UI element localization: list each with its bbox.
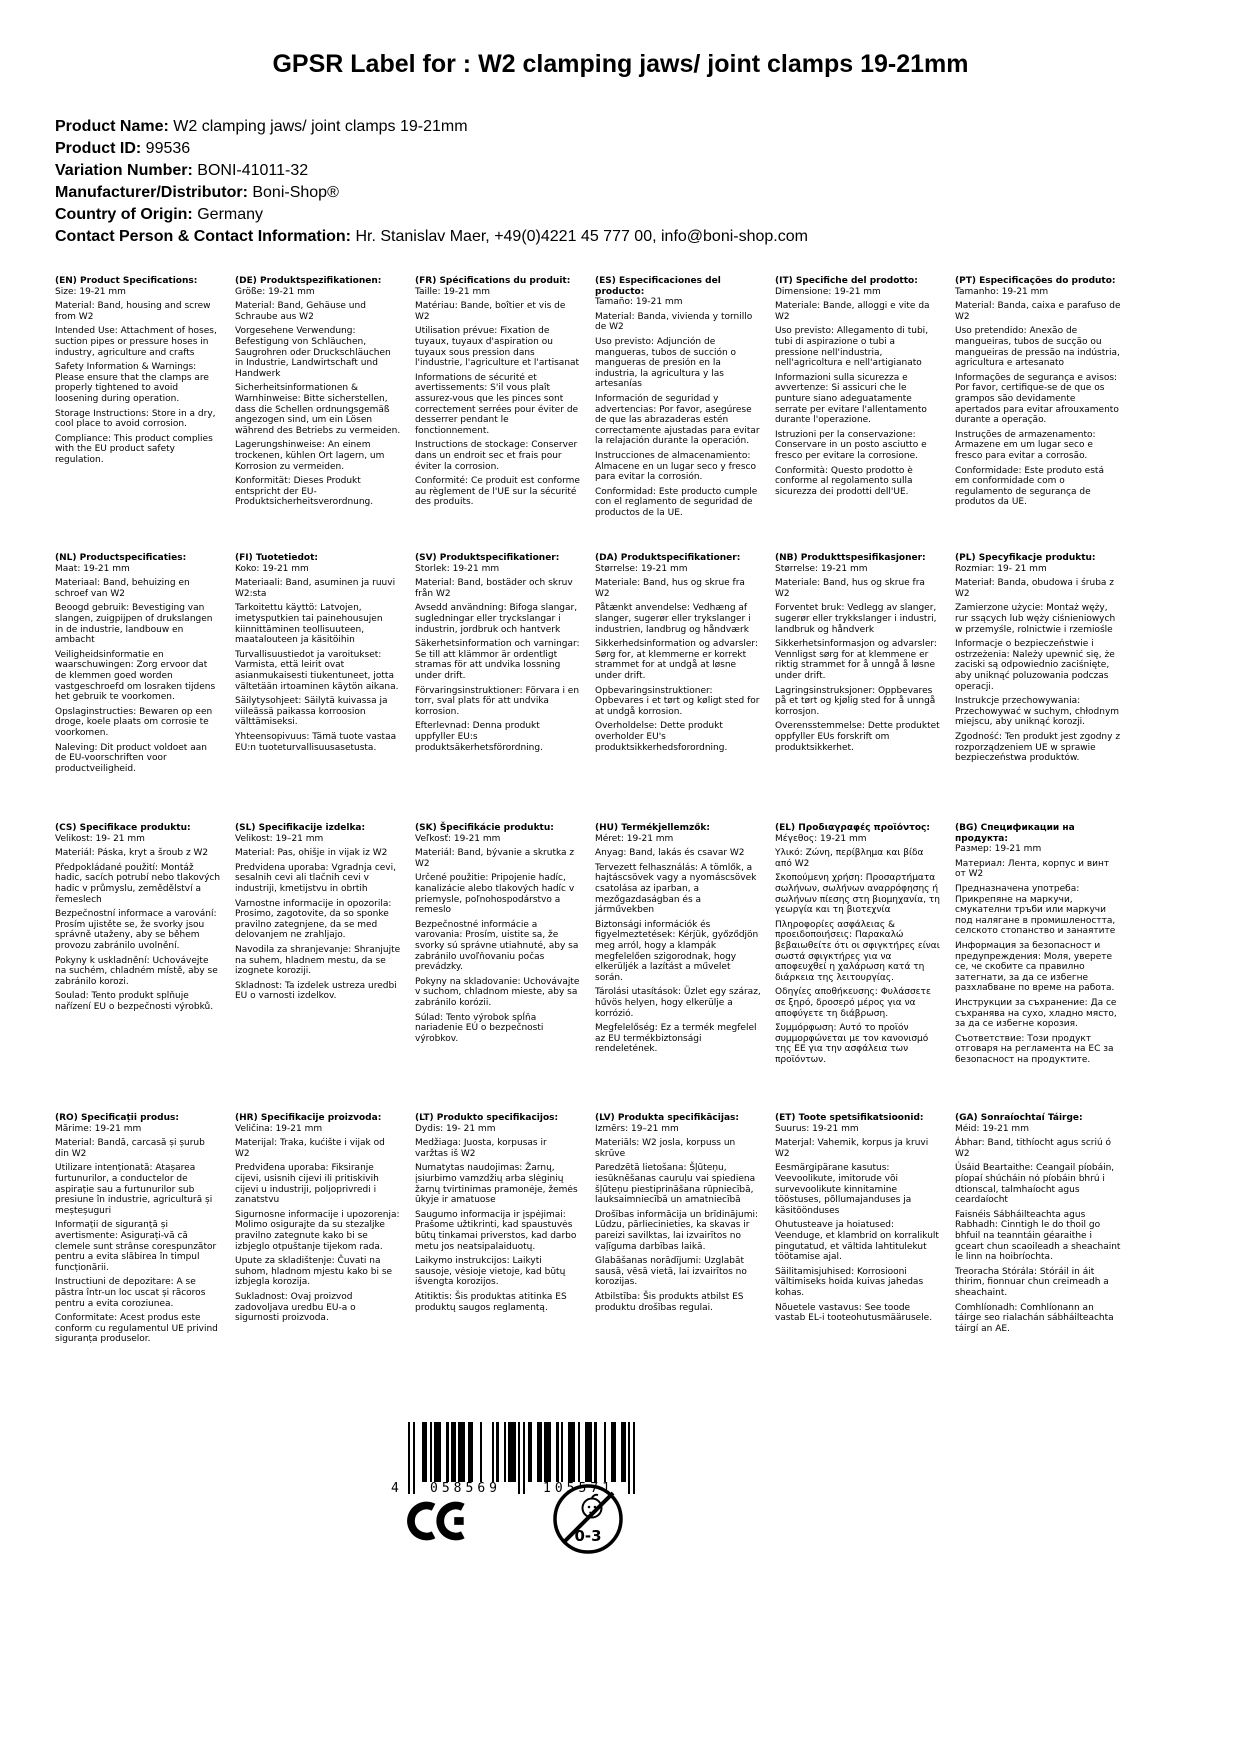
spec-paragraph: Megfelelőség: Ez a termék megfelel az EU termékbiztonsági rendeletének. <box>595 1023 757 1055</box>
spec-paragraph: Förvaringsinstruktioner: Förvara i en torr, sval plats för att undvika korrosion. <box>415 685 580 717</box>
spec-paragraph: Uso previsto: Adjunción de mangueras, tubos de succión o mangueras de presión en la industria, la agricultura y las artesanías <box>595 336 737 390</box>
spec-paragraph: Size: 19-21 mm <box>55 286 126 297</box>
spec-block <box>55 276 221 553</box>
spec-paragraph: Materiaali: Band, asuminen ja ruuvi W2:sta <box>235 578 396 599</box>
spec-paragraph: Maat: 19-21 mm <box>55 563 130 574</box>
spec-heading: (DE) Produktspezifikationen: <box>235 276 382 286</box>
spec-paragraph: Dimensione: 19-21 mm <box>775 286 881 297</box>
spec-paragraph: Material: Band, Gehäuse und Schraube aus W2 <box>235 301 366 322</box>
spec-paragraph: Ohutusteave ja hoiatused: Veenduge, et klambrid on korralikult pingutatud, et vältida lahtitulekut töötamise ajal. <box>775 1220 939 1263</box>
spec-paragraph: Instruções de armazenamento: Armazene em um lugar seco e fresco para evitar a corrosão. <box>955 429 1096 461</box>
spec-paragraph: Материал: Лента, корпус и винт от W2 <box>955 858 1110 880</box>
product-info <box>55 116 808 248</box>
spec-block <box>55 823 221 1113</box>
spec-heading: (SK) Špecifikácie produktu: <box>415 823 554 833</box>
spec-paragraph: Velikost: 19- 21 mm <box>55 833 145 844</box>
spec-block <box>775 276 941 553</box>
spec-heading: (NB) Produkttspesifikasjoner: <box>775 553 926 563</box>
spec-paragraph: Información de seguridad y advertencias: Por favor, asegúrese de que las abrazaderas estén correctamente ajustadas para evitar la relajación durante la operación. <box>595 393 760 447</box>
spec-block <box>235 276 401 553</box>
spec-paragraph: Materiāls: W2 josla, korpuss un skrūve <box>595 1138 736 1159</box>
spec-paragraph: Съответствие: Този продукт отговаря на регламента на ЕС за безопасност на продуктите. <box>955 1033 1114 1065</box>
spec-paragraph: Úsáid Beartaithe: Ceangail píobáin, píopaí shúcháin nó píobáin bhrú i dtionscal, talmhaíocht agus ceardaíocht <box>955 1163 1115 1206</box>
spec-paragraph: Taille: 19-21 mm <box>415 286 491 297</box>
spec-heading: (LV) Produkta specifikācijas: <box>595 1113 739 1123</box>
barcode-digit-lead: 4 <box>391 1481 399 1496</box>
spec-paragraph: Konformität: Dieses Produkt entspricht der EU-Produktsicherheitsverordnung. <box>235 476 374 508</box>
spec-paragraph: Utilizare intenționată: Atașarea furtunurilor, a conductelor de aspirație sau a furtunurilor sub presiune în industrie, agricultură și meșteșuguri <box>55 1163 213 1216</box>
spec-block <box>415 553 581 823</box>
spec-heading: (FI) Tuotetiedot: <box>235 553 319 563</box>
spec-block <box>955 276 1121 553</box>
spec-heading: (FR) Spécifications du produit: <box>415 276 571 286</box>
spec-paragraph: Mărime: 19-21 mm <box>55 1123 142 1134</box>
spec-paragraph: Utilisation prévue: Fixation de tuyaux, tuyaux d'aspiration ou tuyaux sous pression dans l'industrie, l'agriculture et l'artisanat <box>415 326 580 369</box>
spec-paragraph: Materiaal: Band, behuizing en schroef van W2 <box>55 578 190 599</box>
spec-paragraph: Material: Pas, ohišje in vijak iz W2 <box>235 848 388 859</box>
spec-paragraph: Material: Banda, caixa e parafuso de W2 <box>955 301 1121 322</box>
spec-paragraph: Avsedd användning: Bifoga slangar, sugledningar eller tryckslangar i industrin, jordbruk och hantverk <box>415 603 578 635</box>
spec-paragraph: Drošības informācija un brīdinājumi: Lūdzu, pārliecinieties, ka skavas ir pareizi savilktas, lai izvairītos no vaļīguma darbības laikā. <box>595 1209 759 1252</box>
spec-grid <box>55 276 1121 1393</box>
spec-heading: (IT) Specifiche del prodotto: <box>775 276 918 286</box>
spec-paragraph: Uso pretendido: Anexão de mangueiras, tubos de sucção ou mangueiras de pressão na indústria, agricultura e artesanato <box>955 326 1120 369</box>
spec-paragraph: Skladnost: Ta izdelek ustreza uredbi EU o varnosti izdelkov. <box>235 980 397 1002</box>
spec-paragraph: Naleving: Dit product voldoet aan de EU-voorschriften voor productveiligheid. <box>55 742 207 774</box>
info-row <box>55 182 808 204</box>
spec-paragraph: Sikkerhetsinformasjon og advarsler: Vennligst sørg for at klemmene er riktig strammet for å unngå å løsne under drift. <box>775 639 937 681</box>
spec-paragraph: Größe: 19-21 mm <box>235 286 315 297</box>
spec-paragraph: Størrelse: 19-21 mm <box>595 563 688 574</box>
spec-paragraph: Sukladnost: Ovaj proizvod zadovoljava uredbu EU-a o sigurnosti proizvoda. <box>235 1291 356 1324</box>
spec-block <box>955 823 1121 1113</box>
spec-paragraph: Υλικό: Ζώνη, περίβλημα και βίδα από W2 <box>775 848 924 869</box>
spec-paragraph: Laikymo instrukcijos: Laikyti sausoje, vėsioje vietoje, kad būtų išvengta korozijos. <box>415 1256 566 1288</box>
spec-paragraph: Overholdelse: Dette produkt overholder EU's produktsikkerhedsforordning. <box>595 721 728 753</box>
spec-paragraph: Säilitamisjuhised: Korrosiooni vältimiseks hoida kuivas jahedas kohas. <box>775 1266 924 1298</box>
spec-paragraph: Conformità: Questo prodotto è conforme al regolamento sulla sicurezza dei prodotti dell'UE. <box>775 465 913 497</box>
spec-paragraph: Bezpečnostné informácie a varovania: Prosím, uistite sa, že svorky sú správne utiahnuté, aby sa zabránilo uvoľňovaniu počas prevádzky. <box>415 919 579 973</box>
spec-paragraph: Conformité: Ce produit est conforme au règlement de l'UE sur la sécurité des produits. <box>415 476 580 508</box>
info-label: Contact Person & Contact Information: <box>55 228 352 245</box>
spec-heading: (HU) Termékjellemzők: <box>595 823 711 833</box>
spec-paragraph: Safety Information & Warnings: Please ensure that the clamps are properly tightened to avoid loosening during operation. <box>55 362 209 404</box>
info-label: Product ID: <box>55 140 142 157</box>
spec-paragraph: Treoracha Stórála: Stóráil in áit thirim, fionnuar chun creimeadh a sheachaint. <box>955 1266 1109 1298</box>
spec-paragraph: Material: Bandă, carcasă și șurub din W2 <box>55 1138 205 1159</box>
spec-heading: (ET) Toote spetsifikatsioonid: <box>775 1113 924 1123</box>
spec-paragraph: Lagerungshinweise: An einem trockenen, kühlen Ort lagern, um Korrosion zu vermeiden. <box>235 440 385 472</box>
spec-block <box>55 553 221 823</box>
spec-block <box>235 1113 401 1393</box>
spec-paragraph: Compliance: This product complies with the EU product safety regulation. <box>55 433 213 465</box>
spec-paragraph: Intended Use: Attachment of hoses, suction pipes or pressure hoses in industry, agriculture and crafts <box>55 326 217 358</box>
spec-block <box>955 553 1121 823</box>
spec-block <box>595 553 761 823</box>
spec-paragraph: Informazioni sulla sicurezza e avvertenze: Si assicuri che le punture siano adeguatamente serrate per evitare l'allentamento durante l'operazione. <box>775 372 927 426</box>
spec-paragraph: Numatytas naudojimas: Žarnų, įsiurbimo vamzdžių arba slėginių žarnų tvirtinimas pramonėje, žemės ūkyje ir amatuose <box>415 1163 578 1206</box>
spec-paragraph: Instrukcje przechowywania: Przechowywać w suchym, chłodnym miejscu, aby uniknąć korozji. <box>955 696 1120 728</box>
barcode-digit-group-1: 058569 <box>430 1481 501 1496</box>
spec-block <box>955 1113 1121 1393</box>
spec-paragraph: Méid: 19-21 mm <box>955 1123 1029 1134</box>
spec-paragraph: Tárolási utasítások: Üzlet egy száraz, hűvös helyen, hogy elkerülje a korrózió. <box>595 987 761 1019</box>
spec-paragraph: Materiale: Bande, alloggi e vite da W2 <box>775 301 930 322</box>
spec-block <box>235 823 401 1113</box>
spec-block <box>415 823 581 1113</box>
spec-paragraph: Informações de segurança e avisos: Por favor, certifique-se de que os grampos são devidamente apertados para evitar afrouxamento durante a operação. <box>955 372 1119 426</box>
spec-paragraph: Upute za skladištenje: Čuvati na suhom, hladnom mjestu kako bi se izbjegla korozija. <box>235 1256 393 1288</box>
info-value: Germany <box>197 206 264 223</box>
spec-paragraph: Overensstemmelse: Dette produktet oppfyller EUs forskrift om produktsikkerhet. <box>775 721 940 753</box>
spec-paragraph: Předpokládané použití: Montáž hadic, sacích potrubí nebo tlakových hadic v průmyslu, zemědělství a řemeslech <box>55 862 221 905</box>
spec-block <box>775 1113 941 1393</box>
spec-paragraph: Säilytysohjeet: Säilytä kuivassa ja viileässä paikassa korroosion välttämiseksi. <box>235 696 388 728</box>
spec-paragraph: Storage Instructions: Store in a dry, cool place to avoid corrosion. <box>55 408 216 430</box>
ce-mark-icon <box>406 1498 468 1544</box>
info-row <box>55 160 808 182</box>
spec-paragraph: Nõuetele vastavus: See toode vastab EL-i tooteohutusmäärusele. <box>775 1302 933 1324</box>
spec-block <box>595 276 761 553</box>
spec-paragraph: Rozmiar: 19- 21 mm <box>955 563 1047 574</box>
spec-paragraph: Anyag: Band, lakás és csavar W2 <box>595 848 745 859</box>
spec-paragraph: Инструкции за съхранение: Да се съхранява на сухо, хладно място, за да се избегне корозия. <box>955 997 1117 1030</box>
spec-paragraph: Materiale: Band, hus og skrue fra W2 <box>595 578 745 599</box>
spec-heading: (SV) Produktspecifikationer: <box>415 553 560 563</box>
spec-paragraph: Veiligheidsinformatie en waarschuwingen: Zorg ervoor dat de klemmen goed worden vastgeschroefd om losraken tijdens het gebruik te voorkomen. <box>55 649 216 703</box>
spec-paragraph: Tarkoitettu käyttö: Latvojen, imetysputkien tai painehousujen kiinnittäminen teollisuuteen, maatalouteen ja käsitöihin <box>235 603 383 646</box>
spec-paragraph: Predviđena uporaba: Fiksiranje cijevi, usisnih cijevi ili pritiskivih cijevi u industriji, poljoprivredi i zanatstvu <box>235 1163 379 1206</box>
spec-paragraph: Veličina: 19-21 mm <box>235 1123 323 1134</box>
spec-paragraph: Μέγεθος: 19-21 mm <box>775 833 867 844</box>
spec-paragraph: Efterlevnad: Denna produkt uppfyller EU:s produktsäkerhetsförordning. <box>415 721 543 753</box>
spec-paragraph: Σκοπούμενη χρήση: Προσαρτήματα σωλήνων, σωλήνων αναρρόφησης ή σωλήνων πίεσης στη βιομηχανία, τη γεωργία και τη βιοτεχνία <box>775 873 940 916</box>
spec-heading: (CS) Specifikace produktu: <box>55 823 191 833</box>
spec-block <box>55 1113 221 1393</box>
age-warning-icon <box>551 1481 625 1557</box>
spec-block <box>235 553 401 823</box>
spec-paragraph: Beoogd gebruik: Bevestiging van slangen, zuigpijpen of drukslangen in de industrie, landbouw en ambacht <box>55 603 213 646</box>
spec-heading: (GA) Sonraíochtaí Táirge: <box>955 1113 1083 1123</box>
spec-block <box>775 823 941 1113</box>
spec-paragraph: Medžiaga: Juosta, korpusas ir varžtas iš W2 <box>415 1138 547 1159</box>
spec-paragraph: Påtænkt anvendelse: Vedhæng af slanger, sugerør eller trykslanger i industrien, landbrug og håndværk <box>595 603 751 635</box>
spec-paragraph: Tervezett felhasználás: A tömlők, a hajtáscsövek vagy a nyomáscsövek csatolása az iparban, a mezőgazdaságban és a járművekben <box>595 862 757 916</box>
spec-paragraph: Tamanho: 19-21 mm <box>955 286 1049 297</box>
spec-paragraph: Sigurnosne informacije i upozorenja: Molimo osigurajte da su stezaljke pravilno zategnute kako bi se izbjeglo otpuštanje tijekom rada. <box>235 1209 400 1252</box>
age-warning-label: 0-3 <box>574 1527 602 1545</box>
spec-block <box>775 553 941 823</box>
spec-heading: (PT) Especificações do produto: <box>955 276 1116 286</box>
spec-paragraph: Dydis: 19- 21 mm <box>415 1123 496 1134</box>
spec-paragraph: Pokyny k uskladnění: Uchovávejte na suchém, chladném místě, aby se zabránilo korozi. <box>55 955 218 987</box>
spec-paragraph: Matériau: Bande, boîtier et vis de W2 <box>415 301 566 322</box>
spec-paragraph: Opbevaringsinstruktioner: Opbevares i et tørt og køligt sted for at undgå korrosion. <box>595 685 760 717</box>
spec-paragraph: Paredzētā lietošana: Šļūteņu, iesūknēšanas cauruļu vai spiediena šļūteņu piestiprināšana rūpniecībā, lauksaimniecībā un amatniecībā <box>595 1163 756 1206</box>
page-title: GPSR Label for : W2 clamping jaws/ joint clamps 19-21mm <box>272 50 969 78</box>
spec-paragraph: Säkerhetsinformation och varningar: Se till att klämmor är ordentligt stramas för att undvika lossning under drift. <box>415 639 580 681</box>
info-label: Variation Number: <box>55 162 193 179</box>
spec-paragraph: Размер: 19-21 mm <box>955 844 1042 855</box>
spec-paragraph: Pokyny na skladovanie: Uchovávajte v suchom, chladnom mieste, aby sa zabránilo korózii. <box>415 976 580 1008</box>
spec-paragraph: Material: Band, housing and screw from W2 <box>55 301 211 322</box>
spec-paragraph: Predvidena uporaba: Vgradnja cevi, sesalnih cevi ali tlačnih cevi v industriji, kmetijstvu in obrtih <box>235 862 396 894</box>
spec-paragraph: Zamierzone użycie: Montaż węży, rur ssących lub węży ciśnieniowych w przemyśle, rolnictwie i rzemiośle <box>955 603 1116 635</box>
spec-paragraph: Navodila za shranjevanje: Shranjujte na suhem, hladnem mestu, da se izognete koroziji. <box>235 944 401 977</box>
spec-paragraph: Ábhar: Band, tithíocht agus scriú ó W2 <box>955 1138 1112 1159</box>
spec-paragraph: Koko: 19-21 mm <box>235 563 309 574</box>
spec-paragraph: Storlek: 19-21 mm <box>415 563 500 574</box>
spec-paragraph: Materjal: Vahemik, korpus ja kruvi W2 <box>775 1138 929 1159</box>
spec-paragraph: Atbilstība: Šis produkts atbilst ES produktu drošības regulai. <box>595 1291 744 1313</box>
spec-heading: (RO) Specificații produs: <box>55 1113 179 1123</box>
spec-paragraph: Súlad: Tento výrobok spĺňa nariadenie EÚ o bezpečnosti výrobkov. <box>415 1012 544 1044</box>
info-label: Product Name: <box>55 118 169 135</box>
spec-paragraph: Størrelse: 19-21 mm <box>775 563 868 574</box>
spec-heading: (DA) Produktspecifikationer: <box>595 553 741 563</box>
spec-paragraph: Materiál: Band, bývanie a skrutka z W2 <box>415 848 575 869</box>
spec-paragraph: Lagringsinstruksjoner: Oppbevares på et tørt og kjølig sted for å unngå korrosjon. <box>775 685 936 717</box>
spec-paragraph: Glabāšanas norādījumi: Uzglabāt sausā, vēsā vietā, lai izvairītos no korozijas. <box>595 1256 747 1288</box>
spec-heading: (EL) Προδιαγραφές προϊόντος: <box>775 823 930 833</box>
info-value: 99536 <box>145 140 191 157</box>
spec-paragraph: Material: Banda, vivienda y tornillo de W2 <box>595 311 753 333</box>
spec-paragraph: Instructiuni de depozitare: A se păstra într-un loc uscat și răcoros pentru a evita coroziunea. <box>55 1277 206 1309</box>
spec-paragraph: Istruzioni per la conservazione: Conservare in un posto asciutto e fresco per evitare la corrosione. <box>775 429 927 461</box>
spec-heading: (SL) Specifikacije izdelka: <box>235 823 366 833</box>
info-row <box>55 226 808 248</box>
spec-paragraph: Soulad: Tento produkt splňuje nařízení EU o bezpečnosti výrobků. <box>55 991 214 1012</box>
spec-paragraph: Varnostne informacije in opozorila: Prosimo, zagotovite, da so sponke pravilno zategnjene, da se med delovanjem ne zrahljajo. <box>235 898 392 941</box>
spec-block <box>595 1113 761 1393</box>
spec-paragraph: Sikkerhedsinformation og advarsler: Sørg for, at klemmerne er korrekt strammet for at undgå at løsne under drift. <box>595 639 758 681</box>
spec-heading: (PL) Specyfikacje produktu: <box>955 553 1096 563</box>
spec-block <box>415 1113 581 1393</box>
spec-paragraph: Materiál: Páska, kryt a šroub z W2 <box>55 848 209 859</box>
spec-paragraph: Conformidad: Este producto cumple con el reglamento de seguridad de productos de la UE. <box>595 486 758 518</box>
info-value: BONI-41011-32 <box>197 162 309 179</box>
info-label: Manufacturer/Distributor: <box>55 184 248 201</box>
spec-paragraph: Opslaginstructies: Bewaren op een droge, koele plaats om corrosie te voorkomen. <box>55 706 213 738</box>
spec-paragraph: Comhlíonadh: Comhlíonann an táirge seo rialachán sábháilteachta táirgí an AE. <box>955 1302 1114 1334</box>
spec-block <box>595 823 761 1113</box>
spec-heading: (ES) Especificaciones del producto: <box>595 276 721 297</box>
spec-paragraph: Materiał: Banda, obudowa i śruba z W2 <box>955 578 1115 599</box>
spec-heading: (LT) Produkto specifikacijos: <box>415 1113 559 1123</box>
spec-paragraph: Materijal: Traka, kućište i vijak od W2 <box>235 1138 385 1159</box>
spec-heading: (HR) Specifikacije proizvoda: <box>235 1113 382 1123</box>
info-row <box>55 138 808 160</box>
spec-paragraph: Informații de siguranță și avertismente: Asigurați-vă că clemele sunt strânse corespunzător pentru a evita slăbirea în timpul funcționării. <box>55 1220 217 1273</box>
spec-heading: (BG) Спецификации на продукта: <box>955 823 1075 844</box>
info-row <box>55 204 808 226</box>
spec-paragraph: Materiale: Band, hus og skrue fra W2 <box>775 578 925 599</box>
spec-paragraph: Οδηγίες αποθήκευσης: Φυλάσσετε σε ξηρό, δροσερό μέρος για να αποφύγετε τη διάβρωση. <box>775 987 931 1019</box>
spec-paragraph: Instructions de stockage: Conserver dans un endroit sec et frais pour éviter la corrosion. <box>415 440 578 472</box>
info-value: Boni-Shop® <box>252 184 339 201</box>
info-value: W2 clamping jaws/ joint clamps 19-21mm <box>173 118 468 135</box>
spec-paragraph: Uso previsto: Allegamento di tubi, tubi di aspirazione o tubi a pressione nell'industria, nell'agricoltura e nell'artigianato <box>775 326 929 369</box>
spec-paragraph: Velikost: 19–21 mm <box>235 833 324 844</box>
spec-paragraph: Saugumo informacija ir įspėjimai: Prašome užtikrinti, kad spaustuvės būtų tinkamai priverstos, kad darbo metu jos neatsipalaiduotų. <box>415 1209 577 1252</box>
spec-paragraph: Turvallisuustiedot ja varoitukset: Varmista, että leirit ovat asianmukaisesti tiukentuneet, jotta vältetään irtoaminen käytön aikana. <box>235 649 399 692</box>
spec-paragraph: Faisnéis Sábháilteachta agus Rabhadh: Cinntigh le do thoil go bhfuil na teanntáin géaraithe i gceart chun scaoileadh a sheachaint le linn na hoibríochta. <box>955 1209 1121 1263</box>
spec-paragraph: Vorgesehene Verwendung: Befestigung von Schläuchen, Saugrohren oder Druckschläuchen in Industrie, Landwirtschaft und Handwerk <box>235 326 391 379</box>
spec-paragraph: Veľkosť: 19-21 mm <box>415 833 501 844</box>
spec-paragraph: Suurus: 19-21 mm <box>775 1123 859 1134</box>
spec-paragraph: Συμμόρφωση: Αυτό το προϊόν συμμορφώνεται με τον κανονισμό της ΕΕ για την ασφάλεια των προϊόντων. <box>775 1023 929 1065</box>
spec-block <box>415 276 581 553</box>
spec-paragraph: Určené použitie: Pripojenie hadíc, kanalizácie alebo tlakových hadíc v priemysle, poľnohospodárstvo a remeslo <box>415 873 575 916</box>
info-value: Hr. Stanislav Maer, +49(0)4221 45 777 00, info@boni-shop.com <box>355 228 808 245</box>
spec-paragraph: Conformidade: Este produto está em conformidade com o regulamento de segurança de produtos da UE. <box>955 465 1104 508</box>
spec-paragraph: Forventet bruk: Vedlegg av slanger, sugerør eller trykkslanger i industri, landbruk og håndverk <box>775 603 937 635</box>
spec-paragraph: Méret: 19-21 mm <box>595 833 674 844</box>
spec-paragraph: Πληροφορίες ασφάλειας & προειδοποιήσεις: Παρακαλώ βεβαιωθείτε ότι οι σφιγκτήρες είναι σωστά σφιγκτήρες για να αποφευχθεί η χαλάρωση κατά τη διάρκεια της λειτουργίας. <box>775 919 940 983</box>
spec-paragraph: Предназначена употреба: Прикрепяне на маркучи, смукателни тръби или маркучи под налягане в промишлеността, селското стопанство и занаятите <box>955 883 1116 937</box>
info-label: Country of Origin: <box>55 206 193 223</box>
spec-paragraph: Sicherheitsinformationen & Warnhinweise: Bitte sicherstellen, dass die Schellen ordnungsgemäß angezogen sind, um ein Lösen während des Betriebs zu vermeiden. <box>235 383 401 436</box>
spec-paragraph: Yhteensopivuus: Tämä tuote vastaa EU:n tuoteturvallisuusasetusta. <box>235 731 397 753</box>
spec-paragraph: Informations de sécurité et avertissements: S'il vous plaît assurez-vous que les pinces sont correctement serrées pour éviter de desserrer pendant le fonctionnement. <box>415 372 579 436</box>
spec-paragraph: Conformitate: Acest produs este conform cu regulamentul UE privind siguranța produselor. <box>55 1313 218 1345</box>
spec-paragraph: Informacje o bezpieczeństwie i ostrzeżenia: Należy upewnić się, że zaciski są odpowiednio zaciśnięte, aby uniknąć poluzowania podczas operacji. <box>955 639 1115 692</box>
barcode-digit-group-2: 105571 <box>543 1481 614 1496</box>
spec-heading: (NL) Productspecificaties: <box>55 553 187 563</box>
spec-paragraph: Информация за безопасност и предупреждения: Моля, уверете се, че скобите са правилно затегнати, за да се избегне разхлабване по време на работа. <box>955 940 1115 994</box>
spec-paragraph: Eesmärgipärane kasutus: Veevoolikute, imitorude või survevoolikute kinnitamine tööstuses, põllumajanduses ja käsitöönduses <box>775 1163 912 1216</box>
spec-paragraph: Bezpečnostní informace a varování: Prosím ujistěte se, že svorky jsou správně utaženy, aby se během provozu zabránilo uvolnění. <box>55 909 217 951</box>
spec-paragraph: Zgodność: Ten produkt jest zgodny z rozporządzeniem UE w sprawie bezpieczeństwa produktów. <box>955 731 1121 764</box>
spec-paragraph: Biztonsági információk és figyelmeztetések: Kérjük, győződjön meg arról, hogy a klampák megfelelően szigorodnak, hogy elkerüljék a lazítást a művelet során. <box>595 919 759 983</box>
spec-heading: (EN) Product Specifications: <box>55 276 198 286</box>
spec-paragraph: Izmērs: 19–21 mm <box>595 1123 679 1134</box>
info-row <box>55 116 808 138</box>
spec-paragraph: Instrucciones de almacenamiento: Almacene en un lugar seco y fresco para evitar la corrosión. <box>595 450 756 483</box>
spec-paragraph: Material: Band, bostäder och skruv från W2 <box>415 578 573 599</box>
spec-paragraph: Atitiktis: Šis produktas atitinka ES produktų saugos reglamentą. <box>415 1291 567 1313</box>
spec-paragraph: Tamaño: 19-21 mm <box>595 297 683 308</box>
